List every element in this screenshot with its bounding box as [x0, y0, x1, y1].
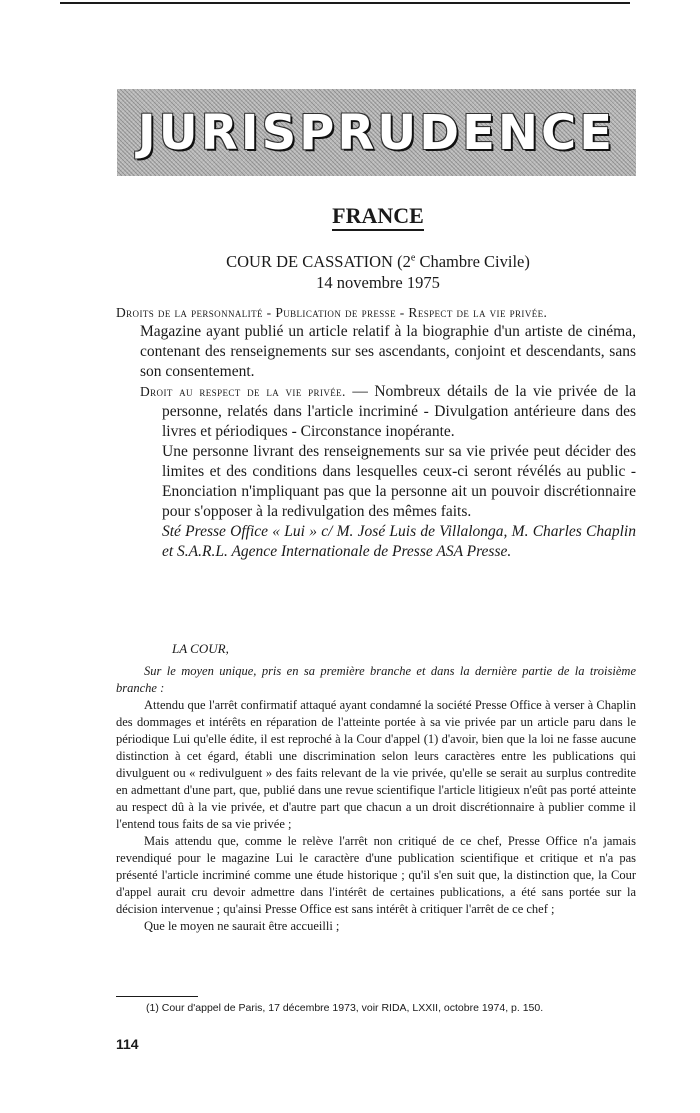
court-sup: e	[410, 252, 416, 264]
paragraph-3: Que le moyen ne saurait être accueilli ;	[144, 919, 340, 933]
country-label: FRANCE	[332, 203, 424, 231]
section-title: JURISPRUDENCE	[137, 104, 616, 161]
summary-1: Magazine ayant publié un article relatif à la biographie d'un artiste de cinéma, contenant des renseignements sur ses ascendants, conjoint et descendants, sans son consentement.	[140, 323, 636, 380]
rubric-2-text: — Nombreux détails de la vie privée de la personne, relatés dans l'article incriminé - Divulgation antérieure dans des livres et périodiques - Circonstance inopérante.	[162, 383, 636, 440]
paragraph-2: Mais attendu que, comme le relève l'arrêt non critiqué de ce chef, Presse Office n'a jamais revendiqué pour le magazine Lui le caractère d'une publication scientifique et critique et n'a pas présenté l'article incriminé comme une étude historique ; qu'il s'en suit que, la distinction que, la Cour d'appel aurait cru devoir admettre dans l'intérêt de certaines publications, a été sans portée sur la décision intervenue ; qu'ainsi Presse Office est sans intérêt à critiquer l'arrêt de ce chef ;	[116, 834, 636, 916]
top-rule	[60, 2, 630, 4]
court-pre: COUR DE CASSATION (2	[226, 252, 411, 271]
rubric-1-text: Droits de la personnalité - Publication de presse - Respect de la vie privée.	[116, 305, 548, 320]
footnote-rule	[116, 996, 198, 997]
rubric-1	[116, 304, 636, 322]
parties: Sté Presse Office « Lui » c/ M. José Luis de Villalonga, M. Charles Chaplin et S.A.R.L. Agence Internationale de Presse ASA Presse.	[162, 523, 636, 560]
headnotes	[116, 304, 636, 562]
court-name	[28, 252, 700, 272]
rubric-2-head: Droit au respect de la vie privée.	[140, 384, 346, 399]
decision-date: 14 novembre 1975	[316, 273, 440, 292]
court-post: Chambre Civile)	[415, 252, 530, 271]
judgment-body	[116, 640, 636, 935]
country-heading	[28, 203, 700, 229]
rubric-2	[140, 382, 636, 442]
footnote: (1) Cour d'appel de Paris, 17 décembre 1973, voir RIDA, LXXII, octobre 1974, p. 150.	[146, 1002, 544, 1014]
la-cour: LA COUR,	[172, 641, 229, 656]
moyen: Sur le moyen unique, pris en sa première branche et dans la dernière partie de la troisième branche :	[116, 664, 636, 695]
summary-2: Une personne livrant des renseignements sur sa vie privée peut décider des limites et des conditions dans lesquelles ceux-ci seront révélés au public - Enonciation n'impliquant pas que la personne ait un pouvoir discrétionnaire pour s'opposer à la redivulgation des mêmes faits.	[162, 443, 636, 520]
page-number: 114	[116, 1036, 139, 1052]
section-banner	[117, 89, 636, 176]
paragraph-1: Attendu que l'arrêt confirmatif attaqué ayant condamné la société Presse Office à verser à Chaplin des dommages et intérêts en réparation de l'atteinte portée à sa vie privée par un article paru dans le périodique Lui qu'elle édite, il est reproché à la Cour d'appel (1) d'avoir, bien que la loi ne fasse aucune distinction à cet égard, établi une discrimination selon leurs caractères entre les publications qui divulguent ou « redivulguent » des faits relevant de la vie privée, qu'elle se serait au surplus contredite en admettant d'une part, que, publié dans une revue scientifique l'article litigieux n'eût pas porté atteinte au respect dû à la vie privée, et d'autre part que chacun a un droit discrétionnaire à publier comme il l'entend tous faits de sa vie privée ;	[116, 698, 636, 831]
